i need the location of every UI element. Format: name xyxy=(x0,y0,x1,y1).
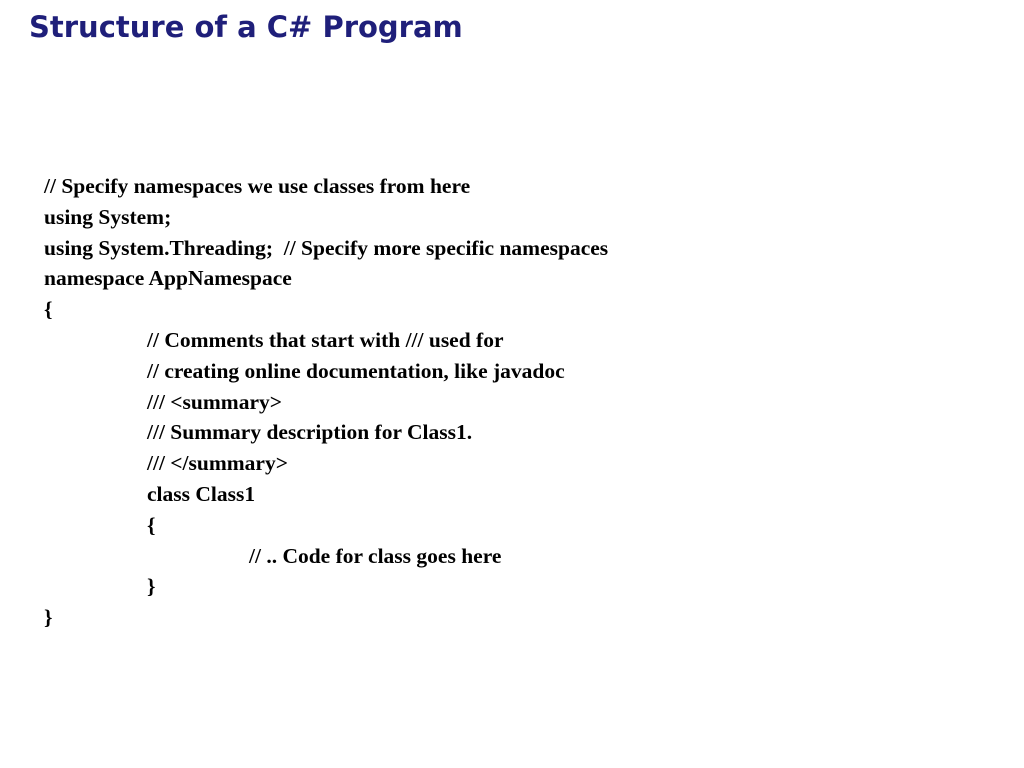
code-line: class Class1 xyxy=(147,481,256,506)
code-line: /// </summary> xyxy=(147,451,288,476)
code-block xyxy=(44,171,984,633)
code-line: } xyxy=(147,574,156,599)
code-line: namespace AppNamespace xyxy=(44,266,292,291)
code-line: // creating online documentation, like javadoc xyxy=(147,358,565,383)
code-line: { xyxy=(44,297,53,322)
code-line: // Specify namespaces we use classes from here xyxy=(44,174,471,198)
code-line: using System.Threading; // Specify more specific namespaces xyxy=(44,235,609,260)
code-line: // Comments that start with /// used for xyxy=(147,327,504,352)
slide-title: Structure of a C# Program xyxy=(29,10,463,44)
code-line: /// Summary description for Class1. xyxy=(147,420,473,445)
code-line: using System; xyxy=(44,204,172,229)
code-line: { xyxy=(147,512,156,537)
code-line: /// <summary> xyxy=(147,389,282,414)
code-line: } xyxy=(44,605,53,630)
code-line: // .. Code for class goes here xyxy=(249,543,502,568)
